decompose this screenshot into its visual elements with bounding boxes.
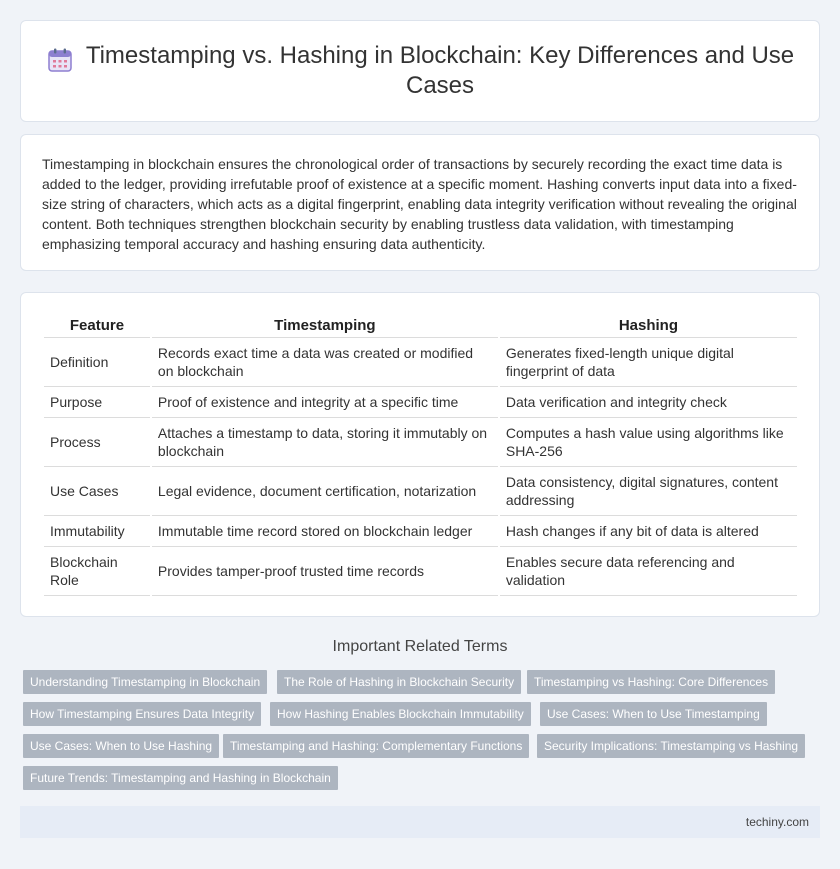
related-terms-heading: Important Related Terms xyxy=(332,638,508,655)
footer xyxy=(20,806,820,838)
related-term-tag[interactable]: Timestamping and Hashing: Complementary Functions xyxy=(223,734,529,758)
related-term-tag[interactable]: Timestamping vs Hashing: Core Differences xyxy=(527,670,775,694)
feature-cell: Use Cases xyxy=(44,467,150,516)
header-hashing: Hashing xyxy=(500,314,797,338)
title-card xyxy=(20,20,820,122)
comparison-table-card xyxy=(20,292,820,617)
hashing-cell: Computes a hash value using algorithms like SHA-256 xyxy=(500,418,797,467)
timestamping-cell: Attaches a timestamp to data, storing it immutably on blockchain xyxy=(152,418,498,467)
related-term-tag[interactable]: The Role of Hashing in Blockchain Security xyxy=(277,670,521,694)
table-row xyxy=(44,516,797,547)
table-row xyxy=(44,387,797,418)
hashing-cell: Hash changes if any bit of data is altered xyxy=(500,516,797,547)
hashing-cell: Generates fixed-length unique digital fingerprint of data xyxy=(500,338,797,387)
comparison-table xyxy=(42,314,799,596)
hashing-cell: Data verification and integrity check xyxy=(500,387,797,418)
related-term-tag[interactable]: Future Trends: Timestamping and Hashing in Blockchain xyxy=(23,766,338,790)
header-feature: Feature xyxy=(44,314,150,338)
related-term-tag[interactable]: Use Cases: When to Use Hashing xyxy=(23,734,219,758)
table-row xyxy=(44,418,797,467)
timestamping-cell: Provides tamper-proof trusted time records xyxy=(152,547,498,596)
hashing-cell: Data consistency, digital signatures, content addressing xyxy=(500,467,797,516)
feature-cell: Purpose xyxy=(44,387,150,418)
timestamping-cell: Legal evidence, document certification, notarization xyxy=(152,467,498,516)
related-term-tag[interactable]: Security Implications: Timestamping vs Hashing xyxy=(537,734,805,758)
feature-cell: Process xyxy=(44,418,150,467)
intro-paragraph: Timestamping in blockchain ensures the chronological order of transactions by securely recording the exact time data is added to the ledger, providing irrefutable proof of existence at a specific moment. Hashing converts input data into a fixed-size string of characters, which acts as a digital fingerprint, enabling data integrity verification without revealing the original content. Both techniques strengthen blockchain security by enabling trustless data validation, with timestamping emphasizing temporal accuracy and hashing ensuring data authenticity. xyxy=(42,156,797,252)
footer-site-link[interactable]: techiny.com xyxy=(745,815,809,829)
related-term-tag[interactable]: Use Cases: When to Use Timestamping xyxy=(540,702,767,726)
feature-cell: Definition xyxy=(44,338,150,387)
intro-card xyxy=(20,134,820,271)
related-term-tag[interactable]: How Hashing Enables Blockchain Immutability xyxy=(270,702,531,726)
related-term-tag[interactable]: Understanding Timestamping in Blockchain xyxy=(23,670,267,694)
table-row xyxy=(44,338,797,387)
related-term-tag[interactable]: How Timestamping Ensures Data Integrity xyxy=(23,702,261,726)
header-timestamping: Timestamping xyxy=(152,314,498,338)
table-header-row xyxy=(44,314,797,338)
hashing-cell: Enables secure data referencing and validation xyxy=(500,547,797,596)
timestamping-cell: Immutable time record stored on blockchain ledger xyxy=(152,516,498,547)
table-row xyxy=(44,467,797,516)
timestamping-cell: Records exact time a data was created or modified on blockchain xyxy=(152,338,498,387)
feature-cell: Blockchain Role xyxy=(44,547,150,596)
table-row xyxy=(44,547,797,596)
timestamping-cell: Proof of existence and integrity at a specific time xyxy=(152,387,498,418)
feature-cell: Immutability xyxy=(44,516,150,547)
page-title: Timestamping vs. Hashing in Blockchain: Key Differences and Use Cases xyxy=(85,42,795,99)
